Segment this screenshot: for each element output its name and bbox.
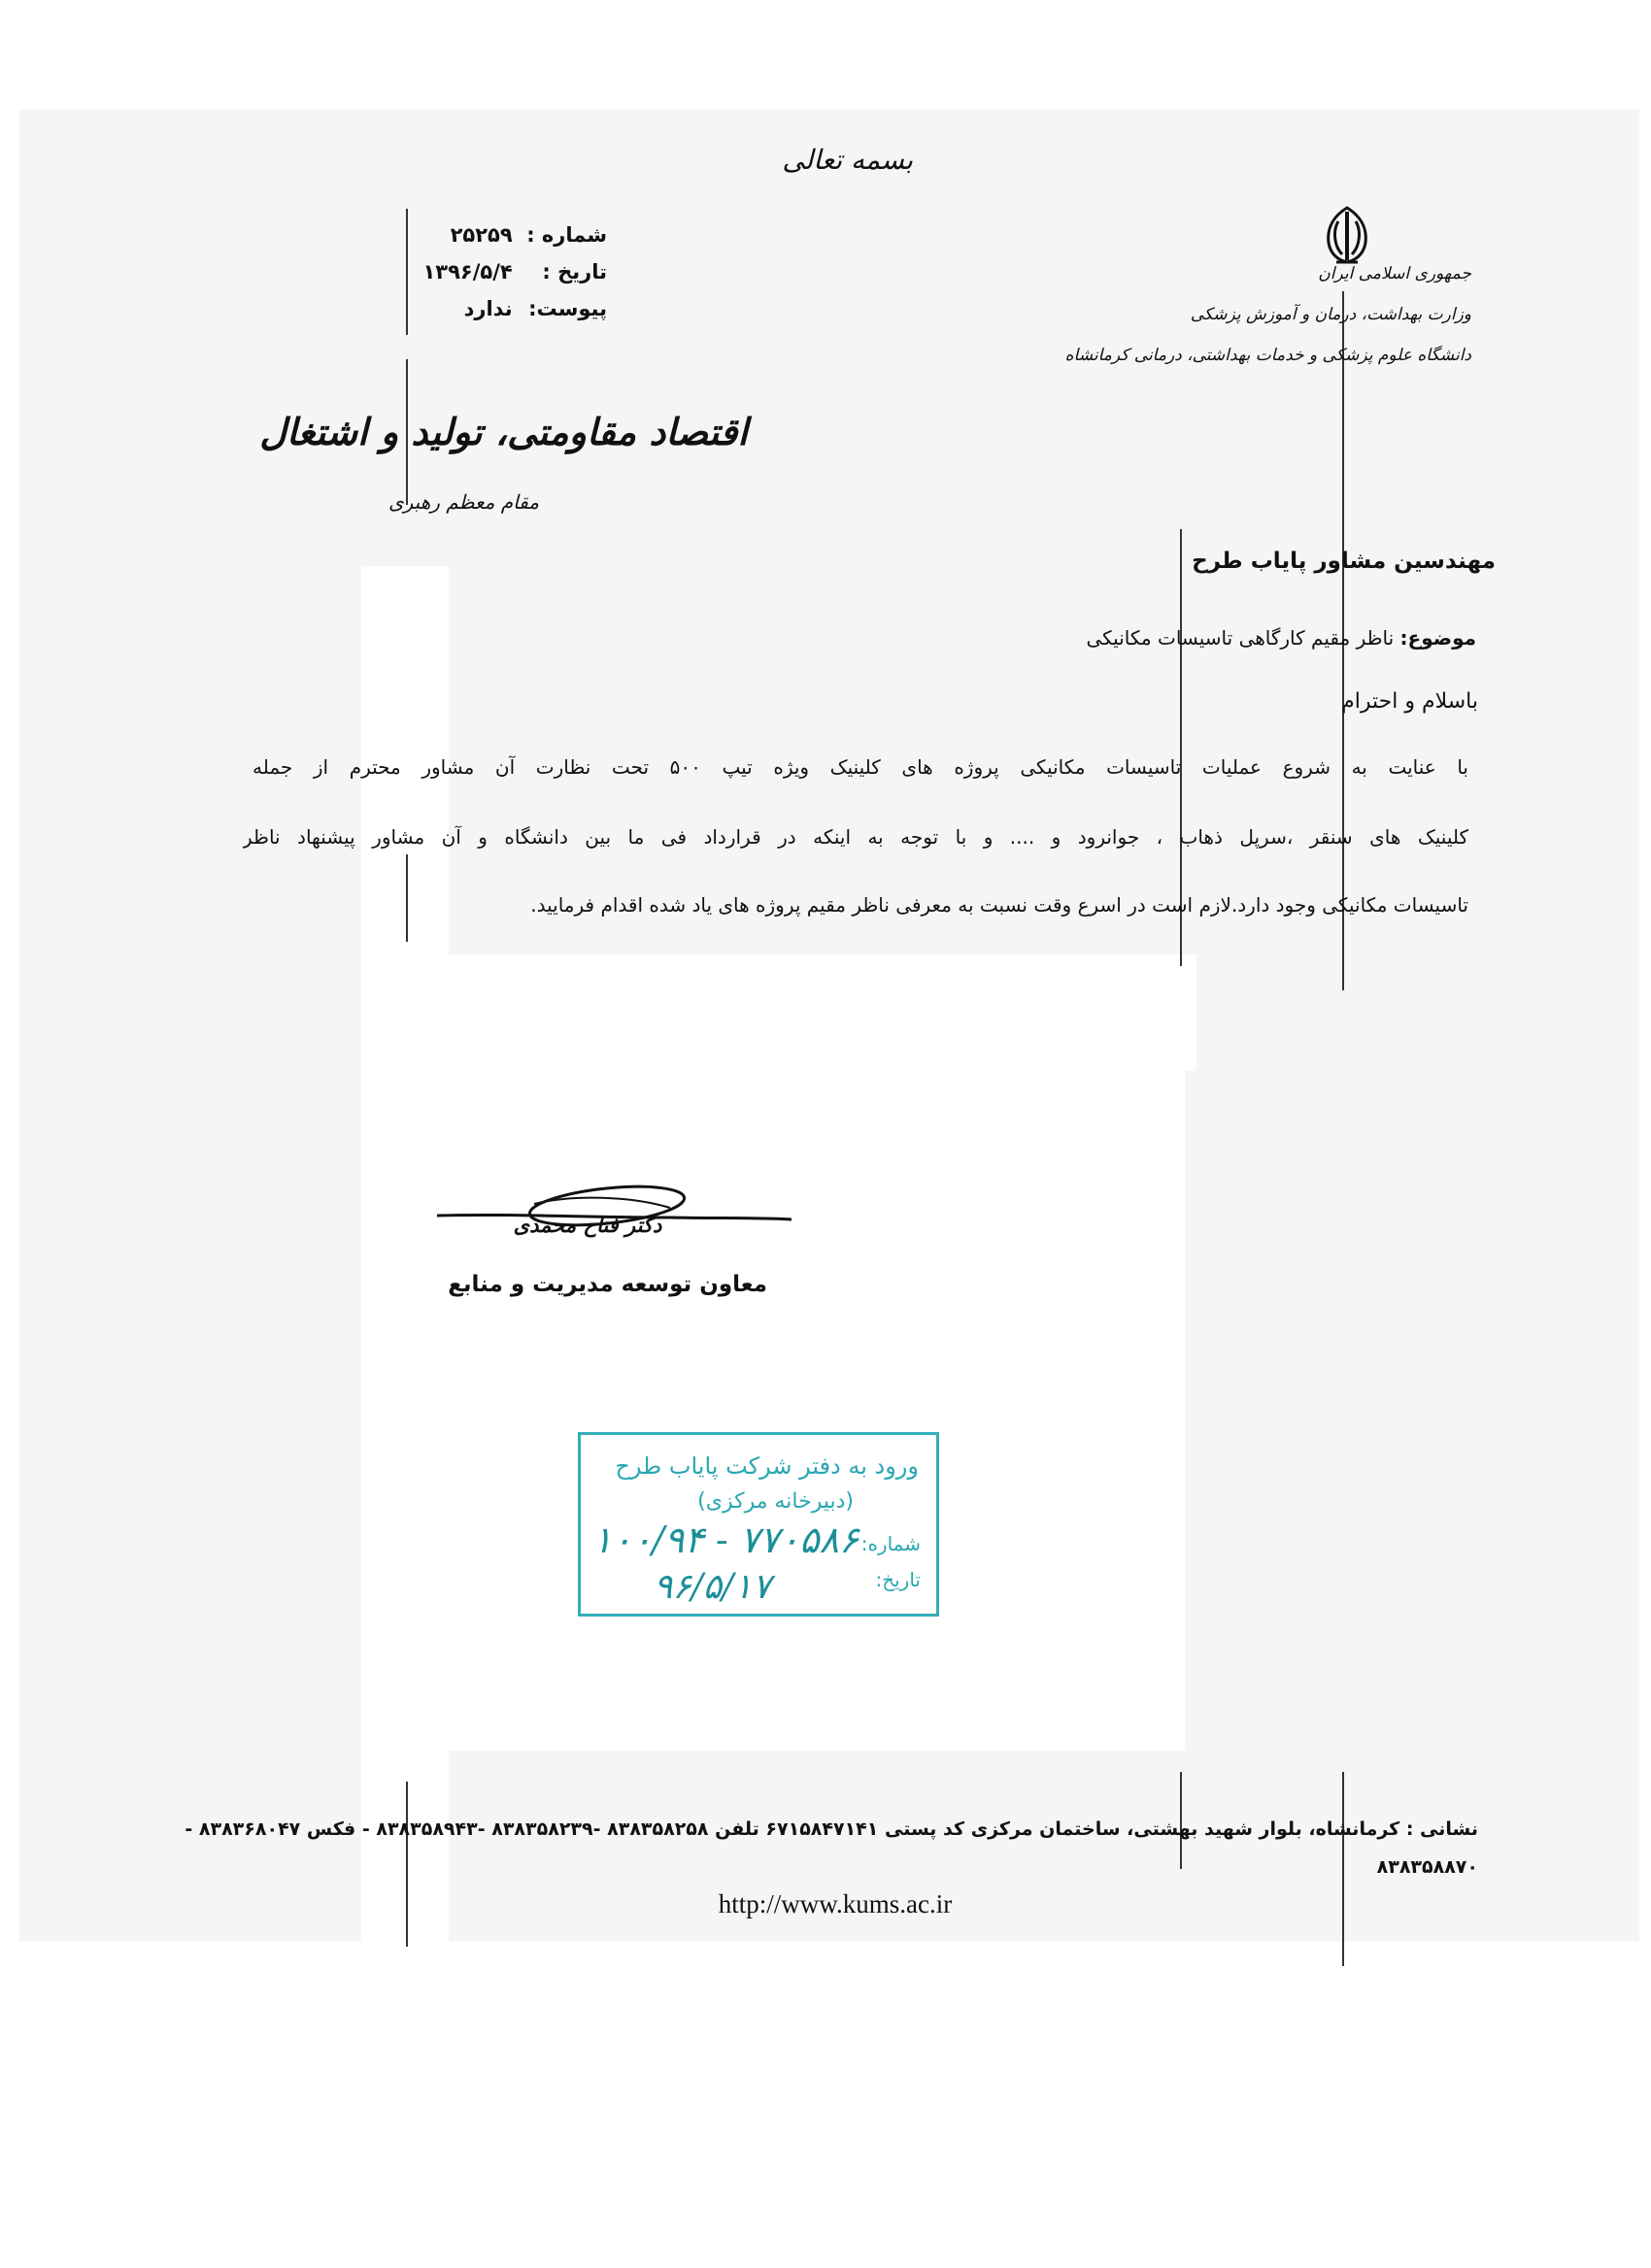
receipt-stamp [578, 1432, 939, 1617]
white-blank-area [427, 1071, 1185, 1751]
footer-fax-continued: ۸۳۸۳۵۸۸۷۰ [1376, 1856, 1478, 1878]
iran-emblem-icon [1313, 202, 1381, 266]
meta-date [403, 260, 607, 297]
body-paragraph-line: تاسیسات مکانیکی وجود دارد.لازم است در اسرع وقت نسبت به معرفی ناظر مقیم پروژه های یاد شده اقدام فرمایید. [530, 893, 1468, 917]
signatory-name: دکتر فتاح محمدی [513, 1213, 662, 1237]
body-paragraph-line: کلینیک های سنقر ،سرپل ذهاب ، جوانرود و .... و با توجه به اینکه در قرارداد فی ما بین دانشگاه و آن مشاور پیشنهاد ناظر [243, 825, 1468, 849]
slogan-attribution: مقام معظم رهبری [387, 490, 539, 514]
signatory-title: معاون توسعه مدیریت و منابع [448, 1272, 767, 1297]
recipient: مهندسین مشاور پایاب طرح [1192, 549, 1496, 574]
letter-meta [403, 223, 607, 334]
subject-text: ناظر مقیم کارگاهی تاسیسات مکانیکی [1086, 626, 1395, 650]
stamp-number-label: شماره: [860, 1532, 921, 1555]
footer-address: نشانی : کرمانشاه، بلوار شهید بهشتی، ساختمان مرکزی کد پستی ۶۷۱۵۸۴۷۱۴۱ تلفن ۸۳۸۳۵۸۲۵۸ -۸۳۸۳۵۸۲۳۹ -۸۳۸۳۵۸۹۴۳ - فکس ۸۳۸۳۶۸۰۴۷ - [185, 1818, 1478, 1840]
ministry-line-ministry: وزارت بهداشت، درمان و آموزش پزشکی [1190, 305, 1471, 324]
ministry-line-country: جمهوری اسلامی ایران [1318, 264, 1471, 284]
number-label: شماره : [526, 223, 607, 247]
bismillah-heading: بسمه تعالی [782, 144, 913, 176]
ministry-line-university: دانشگاه علوم پزشکی و خدمات بهداشتی، درمانی کرمانشاه [1064, 346, 1471, 365]
attachment-value: ندارد [463, 297, 513, 320]
number-value: ۲۵۲۵۹ [450, 223, 513, 247]
subject-line [1086, 626, 1476, 650]
scan-artifact-line [406, 1782, 408, 1947]
ministry-header [1064, 264, 1471, 386]
scan-artifact-line [1342, 1772, 1344, 1966]
subject-label: موضوع: [1399, 626, 1476, 650]
stamp-date-label: تاریخ: [875, 1568, 921, 1591]
stamp-date-handwritten: ۹۶/۵/۱۷ [654, 1567, 771, 1607]
greeting: باسلام و احترام [1341, 689, 1478, 714]
date-value: ۱۳۹۶/۵/۴ [422, 260, 513, 284]
stamp-number-handwritten: ۱۰۰/۹۴ - ۷۷۰۵۸۶ [592, 1518, 859, 1561]
body-paragraph-line: با عنایت به شروع عملیات تاسیسات مکانیکی پروژه های کلینیک ویژه تیپ ۵۰۰ تحت نظارت آن مشاور محترم از جمله [253, 755, 1468, 779]
year-slogan: اقتصاد مقاومتی، تولید و اشتغال [259, 410, 748, 453]
stamp-title: ورود به دفتر شرکت پایاب طرح [615, 1452, 919, 1480]
footer-website-link[interactable]: http://www.kums.ac.ir [718, 1889, 953, 1918]
stamp-subtitle: (دبیرخانه مرکزی) [697, 1489, 854, 1514]
meta-number [403, 223, 607, 260]
attachment-label: پیوست: [528, 297, 607, 320]
meta-attachment [403, 297, 607, 334]
date-label: تاریخ : [542, 260, 607, 284]
white-blank-area [361, 954, 1196, 1071]
